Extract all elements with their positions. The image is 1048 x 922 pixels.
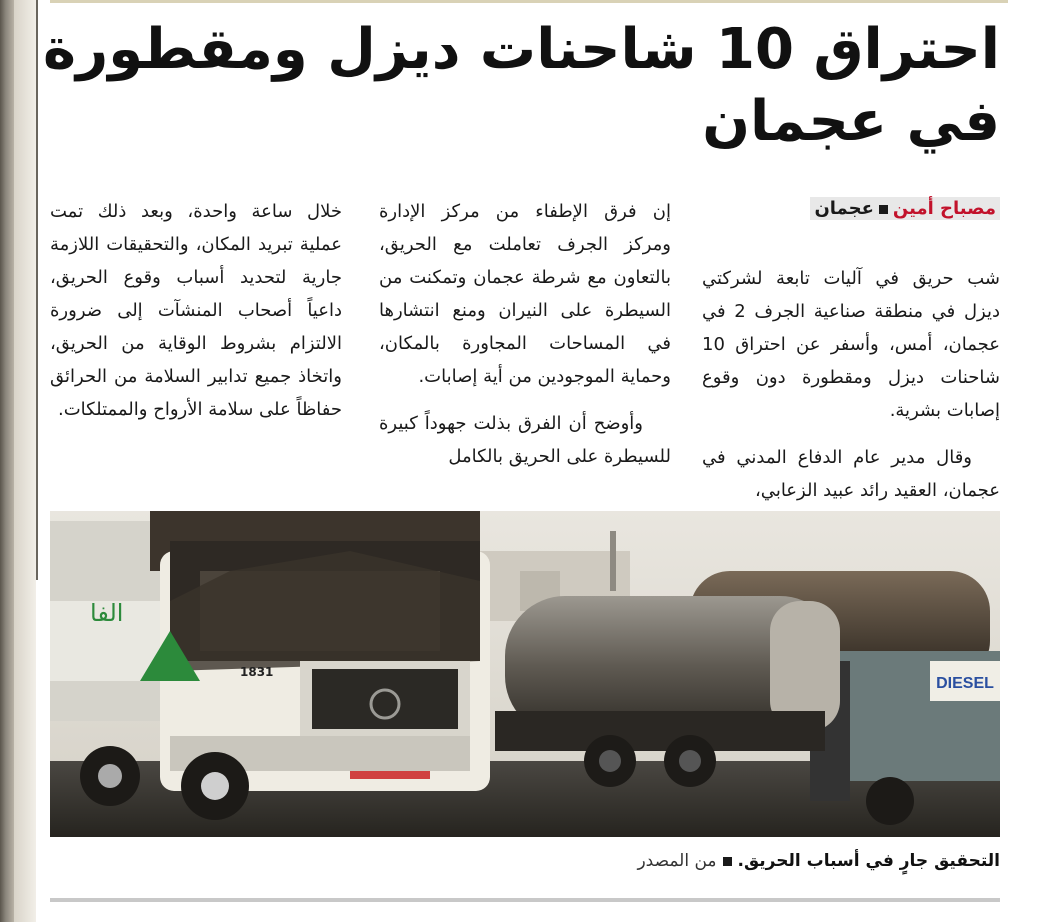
bottom-rule xyxy=(50,898,1000,902)
photo-credit: من المصدر xyxy=(637,851,717,871)
article-column-middle xyxy=(379,195,671,473)
byline-author: مصباح أمين xyxy=(892,198,996,219)
square-bullet-icon xyxy=(723,857,732,866)
headline-line-1: احتراق 10 شاحنات ديزل ومقطورة xyxy=(43,17,1000,82)
article-paragraph: شب حريق في آليات تابعة لشركتي ديزل في منطقة صناعية الجرف 2 في عجمان، أمس، وأسفر عن احتراق 10 شاحنات ديزل ومقطورة دون وقوع إصابات بشرية. xyxy=(702,268,1000,421)
top-rule xyxy=(50,0,1008,3)
byline xyxy=(810,197,1000,220)
article-paragraph: إن فرق الإطفاء من مركز الإدارة ومركز الجرف تعاملت مع الحريق، بالتعاون مع شرطة عجمان وتمكنت من السيطرة على النيران ومنع انتشارها في المساحات المجاورة بالمكان، وحماية الموجودين من أية إصابات. xyxy=(379,201,671,387)
caption-text: التحقيق جارٍ في أسباب الحريق. xyxy=(737,851,1000,871)
article-column-left xyxy=(50,195,342,426)
cab-number: 1831 xyxy=(240,665,274,679)
burned-trucks-illustration xyxy=(50,511,1000,837)
headline-line-2: في عجمان xyxy=(702,89,1000,154)
page-spine-shadow xyxy=(0,0,14,922)
article-column-right xyxy=(702,262,1000,507)
column-divider xyxy=(36,0,38,580)
page-fold xyxy=(14,0,36,922)
article-paragraph: خلال ساعة واحدة، وبعد ذلك تمت عملية تبريد المكان، والتحقيقات اللازمة جارية لتحديد أسباب وقوع الحريق، داعياً أصحاب المنشآت إلى ضرورة الالتزام بشروط الوقاية من الحريق، واتخاذ جميع تدابير السلامة من الحرائق حفاظاً على سلامة الأرواح والممتلكات. xyxy=(50,201,342,420)
tank-brand-text: الفا xyxy=(90,599,124,627)
headline xyxy=(43,14,1000,158)
square-bullet-icon xyxy=(879,205,888,214)
diesel-label: DIESEL xyxy=(936,675,994,692)
news-photo xyxy=(50,511,1000,837)
photo-caption xyxy=(637,851,1000,871)
byline-place: عجمان xyxy=(814,198,874,219)
article-paragraph: وأوضح أن الفرق بذلت جهوداً كبيرة للسيطرة على الحريق بالكامل xyxy=(379,413,671,467)
article-paragraph: وقال مدير عام الدفاع المدني في عجمان، العقيد رائد عبيد الزعابي، xyxy=(702,447,1000,501)
